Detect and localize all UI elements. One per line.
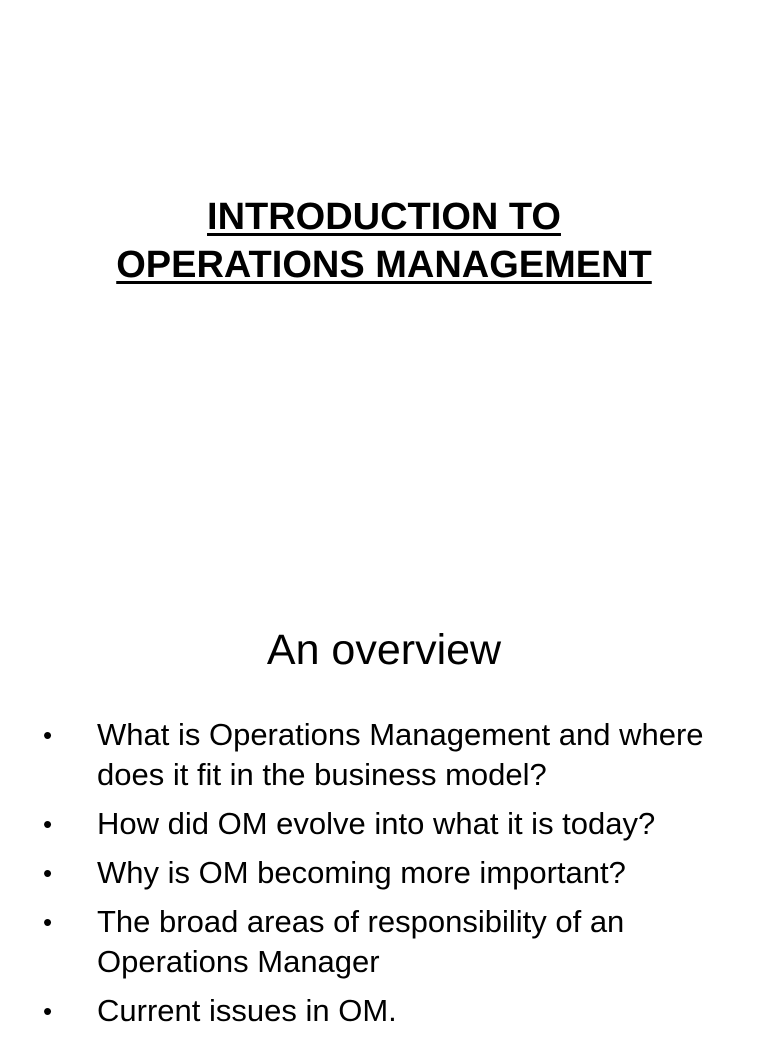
bullet-text: Current issues in OM. xyxy=(97,993,397,1028)
bullet-icon: • xyxy=(43,996,53,1026)
bullet-icon: • xyxy=(43,809,53,839)
bullet-text: The broad areas of responsibility of an Operations Manager xyxy=(97,904,625,979)
title-line-2: OPERATIONS MANAGEMENT xyxy=(116,244,652,286)
bullet-item xyxy=(0,715,768,795)
bullet-text: What is Operations Management and where does it fit in the business model? xyxy=(97,717,704,792)
overview-bullet-list xyxy=(0,715,768,1040)
bullet-text: Why is OM becoming more important? xyxy=(97,855,626,890)
slide-title xyxy=(0,193,768,289)
bullet-item xyxy=(0,902,768,982)
bullet-item xyxy=(0,853,768,893)
bullet-item xyxy=(0,804,768,844)
bullet-icon: • xyxy=(43,858,53,888)
bullet-icon: • xyxy=(43,720,53,750)
bullet-icon: • xyxy=(43,907,53,937)
bullet-text: How did OM evolve into what it is today? xyxy=(97,806,656,841)
bullet-item xyxy=(0,991,768,1031)
overview-heading: An overview xyxy=(266,626,502,674)
title-line-1: INTRODUCTION TO xyxy=(207,196,561,238)
